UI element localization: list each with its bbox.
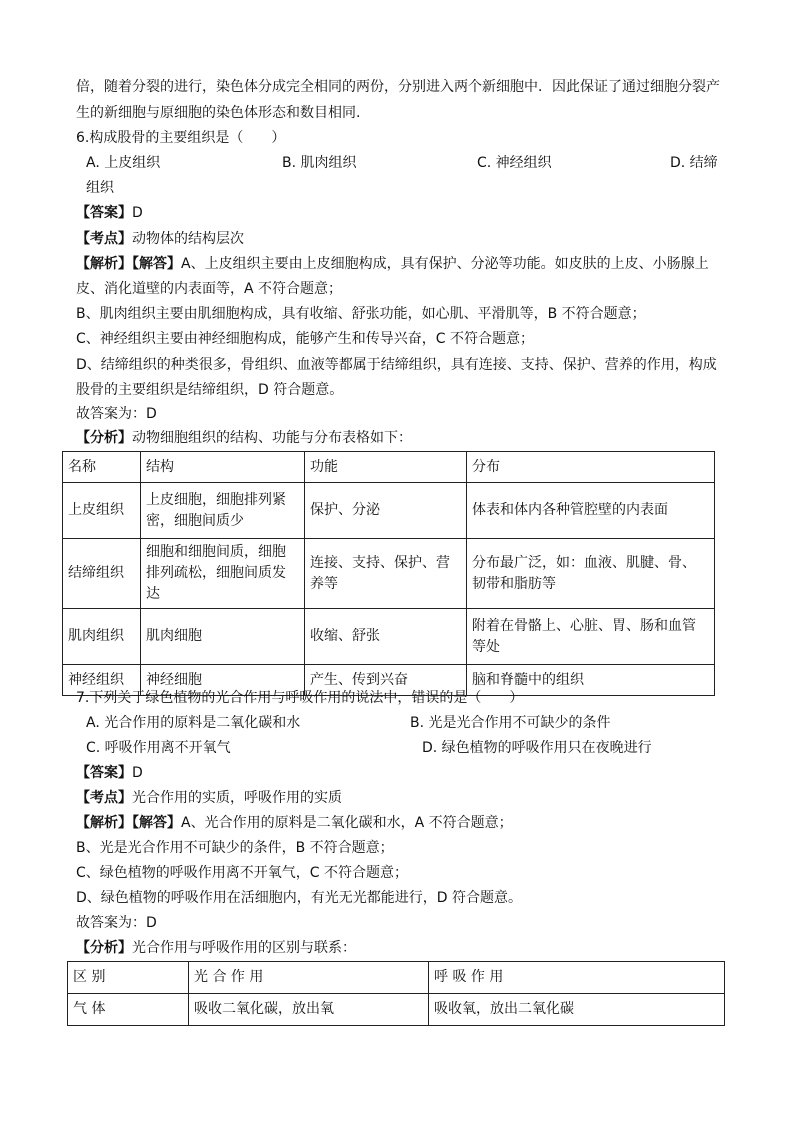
q7-option-d: D. 绿色植物的呼吸作用只在夜晚进行 bbox=[422, 740, 652, 756]
q6-option-d: D. 结缔 bbox=[670, 155, 718, 171]
q7-point bbox=[76, 788, 342, 808]
table-row bbox=[63, 609, 715, 665]
q6-answer bbox=[76, 203, 143, 223]
table-header-cell: 呼 吸 作 用 bbox=[429, 962, 725, 994]
q7-stem: 7.下列关于绿色植物的光合作用与呼吸作用的说法中，错误的是（ ） bbox=[76, 690, 524, 706]
q7-option-b: B. 光是光合作用不可缺少的条件 bbox=[410, 715, 611, 731]
table-cell: 神经组织 bbox=[63, 665, 141, 696]
q6-point bbox=[76, 229, 244, 249]
q7-option-a: A. 光合作用的原料是二氧化碳和水 bbox=[86, 715, 301, 731]
table-header-cell: 分布 bbox=[467, 452, 715, 483]
table-cell: 产生、传到兴奋 bbox=[305, 665, 467, 696]
q7-analysis-4: D、绿色植物的呼吸作用在活细胞内，有光无光都能进行，D 符合题意。 bbox=[76, 890, 523, 906]
q6-analysis-1b: 皮、消化道壁的内表面等，A 不符合题意； bbox=[76, 281, 343, 297]
q7-fenxi bbox=[76, 938, 356, 958]
table-header-cell: 名称 bbox=[63, 452, 141, 483]
q7-analysis-3: C、绿色植物的呼吸作用离不开氧气，C 不符合题意； bbox=[76, 865, 408, 881]
point-tag: 【考点】 bbox=[76, 231, 132, 247]
table-cell: 体表和体内各种管腔壁的内表面 bbox=[467, 483, 715, 539]
q6-analysis-4b: 股骨的主要组织是结缔组织，D 符合题意。 bbox=[76, 382, 344, 398]
table-header-row bbox=[63, 452, 715, 483]
answer-tag: 【答案】 bbox=[76, 205, 132, 221]
q6-stem: 6.构成股骨的主要组织是（ ） bbox=[76, 130, 286, 146]
answer-tag: 【答案】 bbox=[76, 765, 132, 781]
q6-option-b: B. 肌肉组织 bbox=[282, 155, 357, 171]
intro-line-2: 生的新细胞与原细胞的染色体形态和数目相同. bbox=[76, 105, 361, 121]
table-cell: 吸收氧，放出二氧化碳 bbox=[429, 994, 725, 1026]
table-row bbox=[63, 539, 715, 609]
analysis-text: A、上皮组织主要由上皮细胞构成，具有保护、分泌等功能。如皮肤的上皮、小肠腺上 bbox=[181, 256, 709, 272]
comparison-table bbox=[67, 961, 725, 1026]
table-cell: 吸收二氧化碳，放出氧 bbox=[189, 994, 429, 1026]
answer-value: D bbox=[132, 765, 143, 781]
tissue-table bbox=[62, 451, 715, 696]
table-row bbox=[63, 483, 715, 539]
table-cell: 神经细胞 bbox=[141, 665, 305, 696]
q6-analysis-2: B、肌肉组织主要由肌细胞构成，具有收缩、舒张功能，如心肌、平滑肌等，B 不符合题意； bbox=[76, 306, 646, 322]
analysis-text: A、光合作用的原料是二氧化碳和水，A 不符合题意； bbox=[181, 815, 513, 831]
q7-analysis-2: B、光是光合作用不可缺少的条件，B 不符合题意； bbox=[76, 840, 394, 856]
table-cell: 连接、支持、保护、营养等 bbox=[305, 539, 467, 609]
table-cell: 结缔组织 bbox=[63, 539, 141, 609]
analysis-tag: 【解析】【解答】 bbox=[76, 256, 181, 272]
table-header-row bbox=[68, 962, 725, 994]
q7-option-c: C. 呼吸作用离不开氧气 bbox=[86, 740, 231, 756]
table-cell: 细胞和细胞间质，细胞排列疏松，细胞间质发达 bbox=[141, 539, 305, 609]
point-value: 光合作用的实质，呼吸作用的实质 bbox=[132, 790, 342, 806]
q7-analysis-1 bbox=[76, 813, 513, 833]
table-cell: 肌肉细胞 bbox=[141, 609, 305, 665]
q6-analysis-1 bbox=[76, 254, 709, 274]
point-tag: 【考点】 bbox=[76, 790, 132, 806]
q6-conclusion: 故答案为：D bbox=[76, 406, 157, 422]
table-row bbox=[68, 994, 725, 1026]
q6-option-a: A. 上皮组织 bbox=[86, 155, 161, 171]
fenxi-text: 光合作用与呼吸作用的区别与联系： bbox=[132, 940, 356, 956]
table-cell: 收缩、舒张 bbox=[305, 609, 467, 665]
table-cell: 肌肉组织 bbox=[63, 609, 141, 665]
point-value: 动物体的结构层次 bbox=[132, 231, 244, 247]
fenxi-text: 动物细胞组织的结构、功能与分布表格如下： bbox=[132, 430, 412, 446]
fenxi-tag: 【分析】 bbox=[76, 940, 132, 956]
table-cell: 分布最广泛，如：血液、肌腱、骨、韧带和脂肪等 bbox=[467, 539, 715, 609]
q7-answer bbox=[76, 763, 143, 783]
q6-analysis-3: C、神经组织主要由神经细胞构成，能够产生和传导兴奋，C 不符合题意； bbox=[76, 331, 534, 347]
q6-option-d-wrap: 组织 bbox=[86, 180, 114, 196]
table-header-cell: 结构 bbox=[141, 452, 305, 483]
q6-analysis-4: D、结缔组织的种类很多，骨组织、血液等都属于结缔组织，具有连接、支持、保护、营养的作用，构成 bbox=[76, 357, 717, 373]
answer-value: D bbox=[132, 205, 143, 221]
analysis-tag: 【解析】【解答】 bbox=[76, 815, 181, 831]
table-cell: 上皮细胞，细胞排列紧密，细胞间质少 bbox=[141, 483, 305, 539]
table-cell: 保护、分泌 bbox=[305, 483, 467, 539]
table-header-cell: 功能 bbox=[305, 452, 467, 483]
table-header-cell: 光 合 作 用 bbox=[189, 962, 429, 994]
intro-line-1: 倍，随着分裂的进行，染色体分成完全相同的两份，分别进入两个新细胞中．因此保证了通过细胞分裂产 bbox=[76, 79, 720, 95]
q6-option-c: C. 神经组织 bbox=[477, 155, 552, 171]
q6-fenxi bbox=[76, 428, 412, 448]
table-cell: 上皮组织 bbox=[63, 483, 141, 539]
q7-conclusion: 故答案为：D bbox=[76, 915, 157, 931]
fenxi-tag: 【分析】 bbox=[76, 430, 132, 446]
table-header-cell: 区 别 bbox=[68, 962, 189, 994]
table-cell: 附着在骨骼上、心脏、胃、肠和血管等处 bbox=[467, 609, 715, 665]
table-cell: 脑和脊髓中的组织 bbox=[467, 665, 715, 696]
table-cell: 气 体 bbox=[68, 994, 189, 1026]
